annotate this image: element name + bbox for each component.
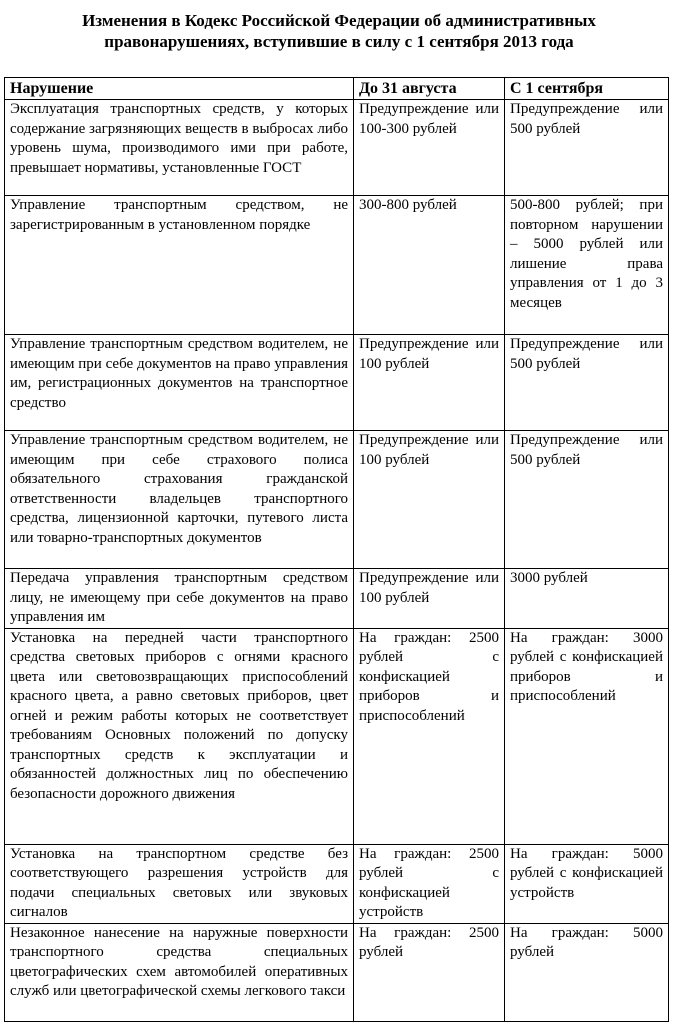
- fine-after-cell: На граждан: 5000 рублей: [505, 923, 669, 1021]
- table-row: [5, 923, 669, 1021]
- fine-after-cell: Предупреждение или 500 рублей: [505, 335, 669, 431]
- title-line-1: Изменения в Кодекс Российской Федерации об административных: [82, 11, 596, 30]
- violation-cell: Управление транспортным средством водителем, не имеющим при себе страхового полиса обязательного страхования гражданской ответственности владельцев транспортного средства, лицензионной карточки, путевого листа или товарно-транспортных документов: [5, 431, 354, 569]
- fine-after-cell: 500-800 рублей; при повторном нарушении – 5000 рублей или лишение права управления от 1 до 3 месяцев: [505, 196, 669, 335]
- fine-before-cell: Предупреждение или 100 рублей: [354, 431, 505, 569]
- violation-cell: Управление транспортным средством водителем, не имеющим при себе документов на право управления им, регистрационных документов на транспортное средство: [5, 335, 354, 431]
- table-row: [5, 844, 669, 923]
- fine-before-cell: На граждан: 2500 рублей с конфискацией устройств: [354, 844, 505, 923]
- table-header-row: [5, 78, 669, 100]
- fine-before-cell: Предупреждение или 100-300 рублей: [354, 100, 505, 196]
- fine-after-cell: 3000 рублей: [505, 569, 669, 629]
- table-row: [5, 335, 669, 431]
- table-row: [5, 431, 669, 569]
- violation-cell: Эксплуатация транспортных средств, у которых содержание загрязняющих веществ в выбросах либо уровень шума, производимого ими при работе, превышает нормативы, установленные ГОСТ: [5, 100, 354, 196]
- table-row: [5, 569, 669, 629]
- table-row: [5, 100, 669, 196]
- fine-before-cell: 300-800 рублей: [354, 196, 505, 335]
- fine-after-cell: Предупреждение или 500 рублей: [505, 100, 669, 196]
- document-title: [0, 10, 678, 52]
- header-violation: Нарушение: [5, 78, 354, 100]
- violation-cell: Незаконное нанесение на наружные поверхности транспортного средства специальных цветографических схем автомобилей оперативных служб или цветографической схемы легкового такси: [5, 923, 354, 1021]
- fine-before-cell: На граждан: 2500 рублей с конфискацией приборов и приспособлений: [354, 628, 505, 844]
- fine-after-cell: На граждан: 5000 рублей с конфискацией устройств: [505, 844, 669, 923]
- header-before: До 31 августа: [354, 78, 505, 100]
- fine-after-cell: На граждан: 3000 рублей с конфискацией приборов и приспособлений: [505, 628, 669, 844]
- header-after: С 1 сентября: [505, 78, 669, 100]
- violation-cell: Передача управления транспортным средством лицу, не имеющему при себе документов на право управления им: [5, 569, 354, 629]
- violation-cell: Управление транспортным средством, не зарегистрированным в установленном порядке: [5, 196, 354, 335]
- table-row: [5, 196, 669, 335]
- fine-after-cell: Предупреждение или 500 рублей: [505, 431, 669, 569]
- title-line-2: правонарушениях, вступившие в силу с 1 сентября 2013 года: [104, 32, 574, 51]
- fine-before-cell: Предупреждение или 100 рублей: [354, 569, 505, 629]
- fines-table: [4, 77, 669, 1022]
- violation-cell: Установка на транспортном средстве без соответствующего разрешения устройств для подачи специальных световых или звуковых сигналов: [5, 844, 354, 923]
- fine-before-cell: Предупреждение или 100 рублей: [354, 335, 505, 431]
- fine-before-cell: На граждан: 2500 рублей: [354, 923, 505, 1021]
- violation-cell: Установка на передней части транспортного средства световых приборов с огнями красного цвета или световозвращающих приспособлений красного цвета, а равно световых приборов, цвет огней и режим работы которых не соответствует требованиям Основных положений по допуску транспортных средств к эксплуатации и обязанностей должностных лиц по обеспечению безопасности дорожного движения: [5, 628, 354, 844]
- table-row: [5, 628, 669, 844]
